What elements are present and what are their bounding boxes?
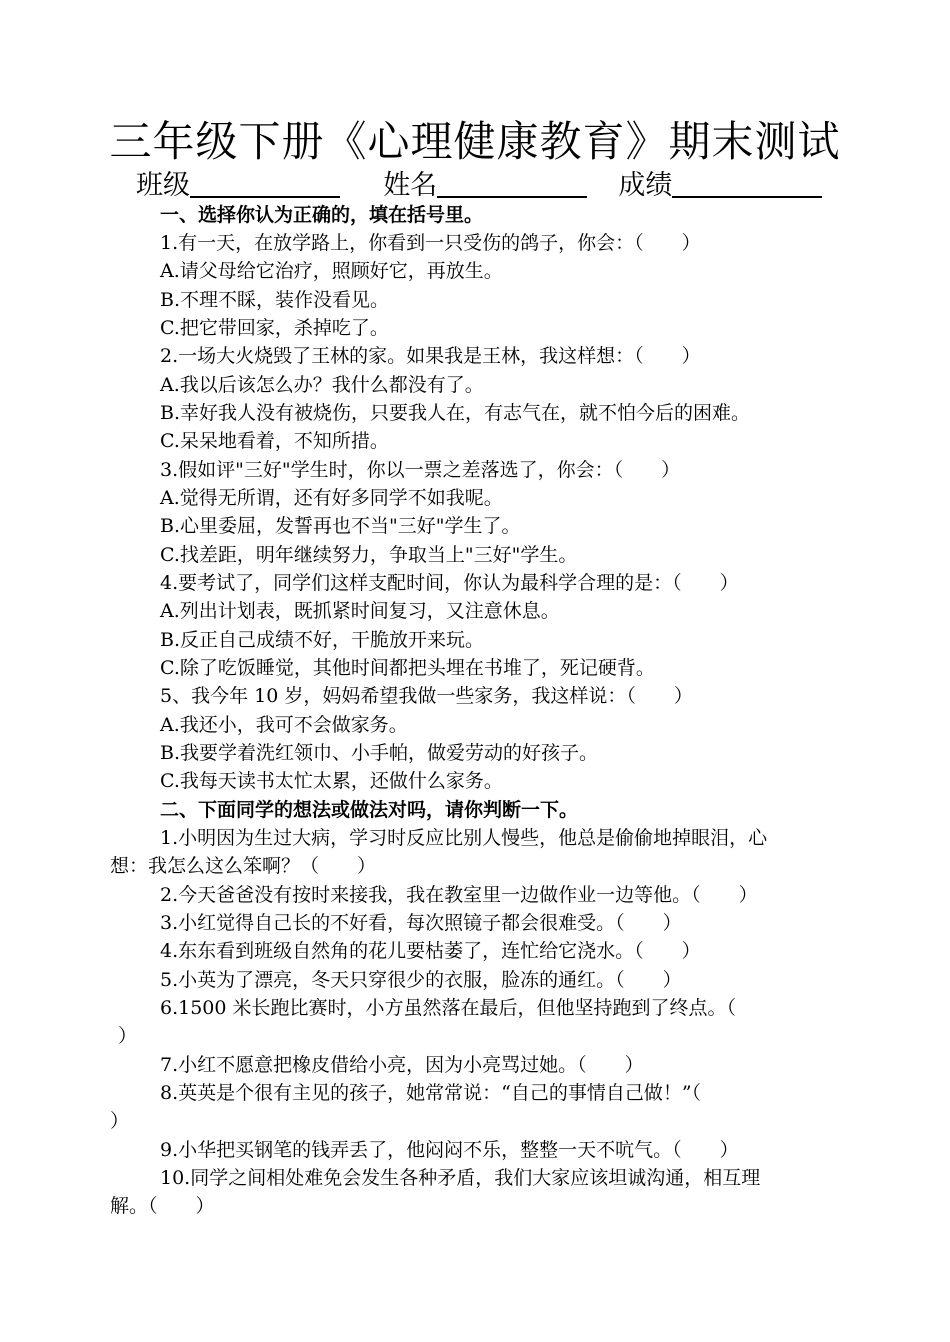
question-2: 2.一场大火烧毁了王林的家。如果我是王林，我这样想：（ ） [160,345,701,367]
question-3-option-c: C.找差距，明年继续努力，争取当上"三好"学生。 [160,544,578,566]
question-2-option-c: C.呆呆地看着，不知所措。 [160,430,389,452]
judge-2: 2.今天爸爸没有按时来接我，我在教室里一边做作业一边等他。（ ） [160,884,758,906]
judge-8-line-1: 8.英英是个很有主见的孩子，她常常说：“自己的事情自己做！”（ [160,1082,702,1104]
class-blank [190,170,340,198]
question-4: 4.要考试了，同学们这样支配时间，你认为最科学合理的是：（ ） [160,572,739,594]
score-blank [672,170,822,198]
question-5: 5、我今年 10 岁，妈妈希望我做一些家务，我这样说：（ ） [160,685,693,707]
judge-6-line-1: 6.1500 米长跑比赛时，小方虽然落在最后，但他坚持跑到了终点。（ [160,997,737,1019]
name-label: 姓名 [383,170,438,201]
section-2-heading: 二、下面同学的想法或做法对吗，请你判断一下。 [160,799,579,821]
judge-8-line-2: ） [110,1110,130,1132]
judge-10-line-2: 解。（ ） [110,1195,215,1217]
question-2-option-b: B.幸好我人没有被烧伤，只要我人在，有志气在，就不怕今后的困难。 [160,402,751,424]
question-1-option-b: B.不理不睬，装作没看见。 [160,289,390,311]
question-1-option-a: A.请父母给它治疗，照顾好它，再放生。 [160,260,503,282]
class-label: 班级 [136,170,190,201]
judge-6-line-2: ） [118,1025,138,1047]
question-3-option-b: B.心里委屈，发誓再也不当"三好"学生了。 [160,515,521,537]
judge-1-line-2: 想：我怎么这么笨啊？（ ） [110,855,377,877]
question-4-option-c: C.除了吃饭睡觉，其他时间都把头埋在书堆了，死记硬背。 [160,657,655,679]
question-4-option-b: B.反正自己成绩不好，干脆放开来玩。 [160,629,485,651]
judge-9: 9.小华把买钢笔的钱弄丢了，他闷闷不乐，整整一天不吭气。（ ） [160,1139,739,1161]
question-3: 3.假如评"三好"学生时，你以一票之差落选了，你会：（ ） [160,459,681,481]
question-1-option-c: C.把它带回家，杀掉吃了。 [160,317,389,339]
student-info-row [136,168,822,204]
question-5-option-a: A.我还小，我可不会做家务。 [160,714,408,736]
judge-5: 5.小英为了漂亮，冬天只穿很少的衣服，脸冻的通红。（ ） [160,969,682,991]
question-4-option-a: A.列出计划表，既抓紧时间复习，又注意休息。 [160,600,560,622]
score-label: 成绩 [618,170,673,201]
page-title: 三年级下册《心理健康教育》期末测试 [109,117,841,166]
judge-7: 7.小红不愿意把橡皮借给小亮，因为小亮骂过她。（ ） [160,1054,644,1076]
question-5-option-c: C.我每天读书太忙太累，还做什么家务。 [160,770,503,792]
judge-10-line-1: 10.同学之间相处难免会发生各种矛盾，我们大家应该坦诚沟通，相互理 [160,1167,761,1189]
judge-4: 4.东东看到班级自然角的花儿要枯萎了，连忙给它浇水。（ ） [160,940,701,962]
question-2-option-a: A.我以后该怎么办？我什么都没有了。 [160,374,484,396]
question-1: 1.有一天，在放学路上，你看到一只受伤的鸽子，你会：（ ） [160,232,701,254]
judge-1-line-1: 1.小明因为生过大病，学习时反应比别人慢些，他总是偷偷地掉眼泪，心 [160,827,768,849]
question-5-option-b: B.我要学着洗红领巾、小手帕，做爱劳动的好孩子。 [160,742,599,764]
question-3-option-a: A.觉得无所谓，还有好多同学不如我呢。 [160,487,503,509]
name-blank [437,170,587,198]
section-1-heading: 一、选择你认为正确的，填在括号里。 [160,204,484,226]
judge-3: 3.小红觉得自己长的不好看，每次照镜子都会很难受。（ ） [160,912,682,934]
